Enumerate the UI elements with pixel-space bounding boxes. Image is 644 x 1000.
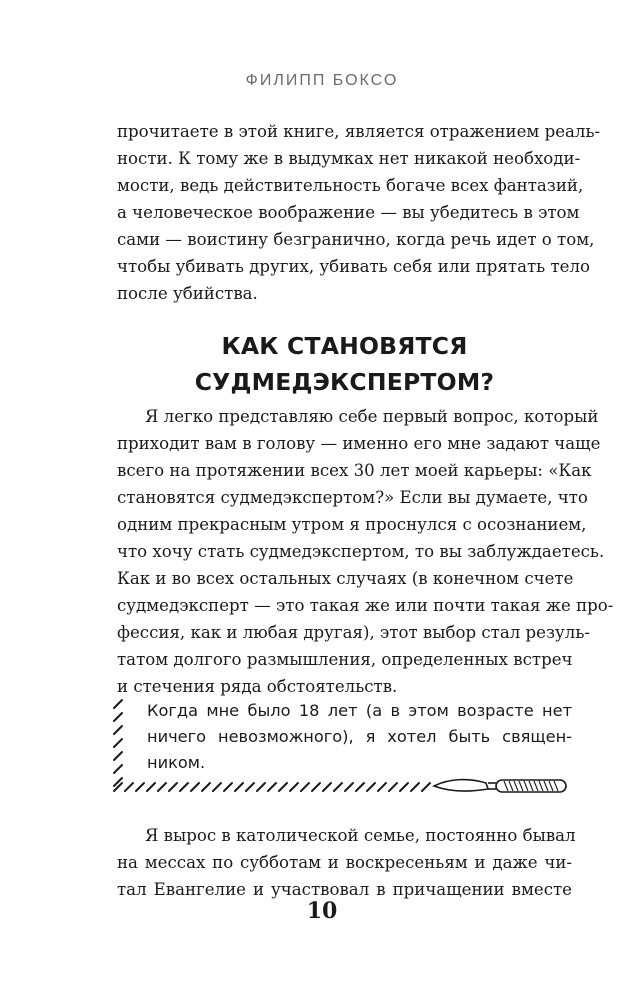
hatch-mark bbox=[279, 783, 287, 791]
hatch-mark bbox=[213, 783, 221, 791]
text-line: после убийства. bbox=[117, 284, 258, 303]
quote-line: ничего невозможного), я хотел быть священ- bbox=[147, 727, 572, 746]
hatch-mark bbox=[345, 783, 353, 791]
text-line: одним прекрасным утром я проснулся с осознанием, bbox=[117, 515, 587, 534]
text-line: что хочу стать судмедэкспертом, то вы заблуждаетесь. bbox=[117, 542, 605, 561]
text-line: сами — воистину безгранично, когда речь идет о том, bbox=[117, 230, 595, 249]
scalpel-icon bbox=[432, 774, 570, 798]
hatch-mark bbox=[246, 783, 254, 791]
text-line: прочитаете в этой книге, является отражением реаль- bbox=[117, 122, 601, 141]
hatch-mark bbox=[147, 783, 155, 791]
hatch-mark bbox=[356, 783, 364, 791]
text-line: тал Евангелие и участвовал в причащении вместе bbox=[117, 880, 572, 899]
hatch-mark bbox=[411, 783, 419, 791]
quote-text bbox=[147, 698, 572, 776]
hatch-mark bbox=[257, 783, 265, 791]
pull-quote bbox=[110, 694, 572, 799]
paragraph-2 bbox=[117, 403, 614, 700]
text-line: и стечения ряда обстоятельств. bbox=[117, 677, 398, 696]
hatch-mark bbox=[180, 783, 188, 791]
quote-line: Когда мне было 18 лет (а в этом возрасте нет bbox=[147, 701, 572, 720]
hatch-mark bbox=[422, 783, 430, 791]
text-line: Я вырос в католической семье, постоянно бывал bbox=[145, 826, 576, 845]
hatch-mark bbox=[290, 783, 298, 791]
hatch-mark bbox=[323, 783, 331, 791]
text-line: на мессах по субботам и воскресеньям и даже чи- bbox=[117, 853, 572, 872]
hatch-mark bbox=[367, 783, 375, 791]
paragraph-1 bbox=[117, 118, 601, 307]
hatch-mark bbox=[334, 783, 342, 791]
running-header: ФИЛИПП БОКСО bbox=[245, 72, 399, 89]
hatch-mark bbox=[378, 783, 386, 791]
hatch-mark bbox=[158, 783, 166, 791]
heading-line-2: СУДМЕДЭКСПЕРТОМ? bbox=[194, 368, 495, 396]
hatch-mark bbox=[202, 783, 210, 791]
text-line: становятся судмедэкспертом?» Если вы думаете, что bbox=[117, 488, 588, 507]
hatch-mark bbox=[312, 783, 320, 791]
hatch-mark bbox=[389, 783, 397, 791]
text-line: мости, ведь действительность богаче всех фантазий, bbox=[117, 176, 584, 195]
text-line: Я легко представляю себе первый вопрос, который bbox=[145, 407, 599, 426]
hatch-mark bbox=[125, 783, 133, 791]
heading-line-1: КАК СТАНОВЯТСЯ bbox=[221, 332, 468, 360]
hatch-mark bbox=[400, 783, 408, 791]
section-heading bbox=[117, 328, 572, 400]
quote-line: ником. bbox=[147, 753, 206, 772]
text-line: татом долгого размышления, определенных встреч bbox=[117, 650, 573, 669]
text-line: Как и во всех остальных случаях (в конечном счете bbox=[117, 569, 574, 588]
hatch-mark bbox=[136, 783, 144, 791]
hatch-mark bbox=[191, 783, 199, 791]
paragraph-3 bbox=[117, 822, 576, 903]
text-line: а человеческое воображение — вы убедитесь в этом bbox=[117, 203, 580, 222]
text-line: ности. К тому же в выдумках нет никакой необходи- bbox=[117, 149, 581, 168]
text-line: чтобы убивать других, убивать себя или прятать тело bbox=[117, 257, 590, 276]
hatch-mark bbox=[224, 783, 232, 791]
text-line: всего на протяжении всех 30 лет моей карьеры: «Как bbox=[117, 461, 592, 480]
hatch-mark bbox=[268, 783, 276, 791]
page-number: 10 bbox=[306, 898, 338, 924]
text-line: судмедэксперт — это такая же или почти такая же про- bbox=[117, 596, 614, 615]
hatch-mark bbox=[235, 783, 243, 791]
text-line: приходит вам в голову — именно его мне задают чаще bbox=[117, 434, 601, 453]
text-line: фессия, как и любая другая), этот выбор стал резуль- bbox=[117, 623, 590, 642]
hatch-mark bbox=[301, 783, 309, 791]
hatch-mark bbox=[169, 783, 177, 791]
